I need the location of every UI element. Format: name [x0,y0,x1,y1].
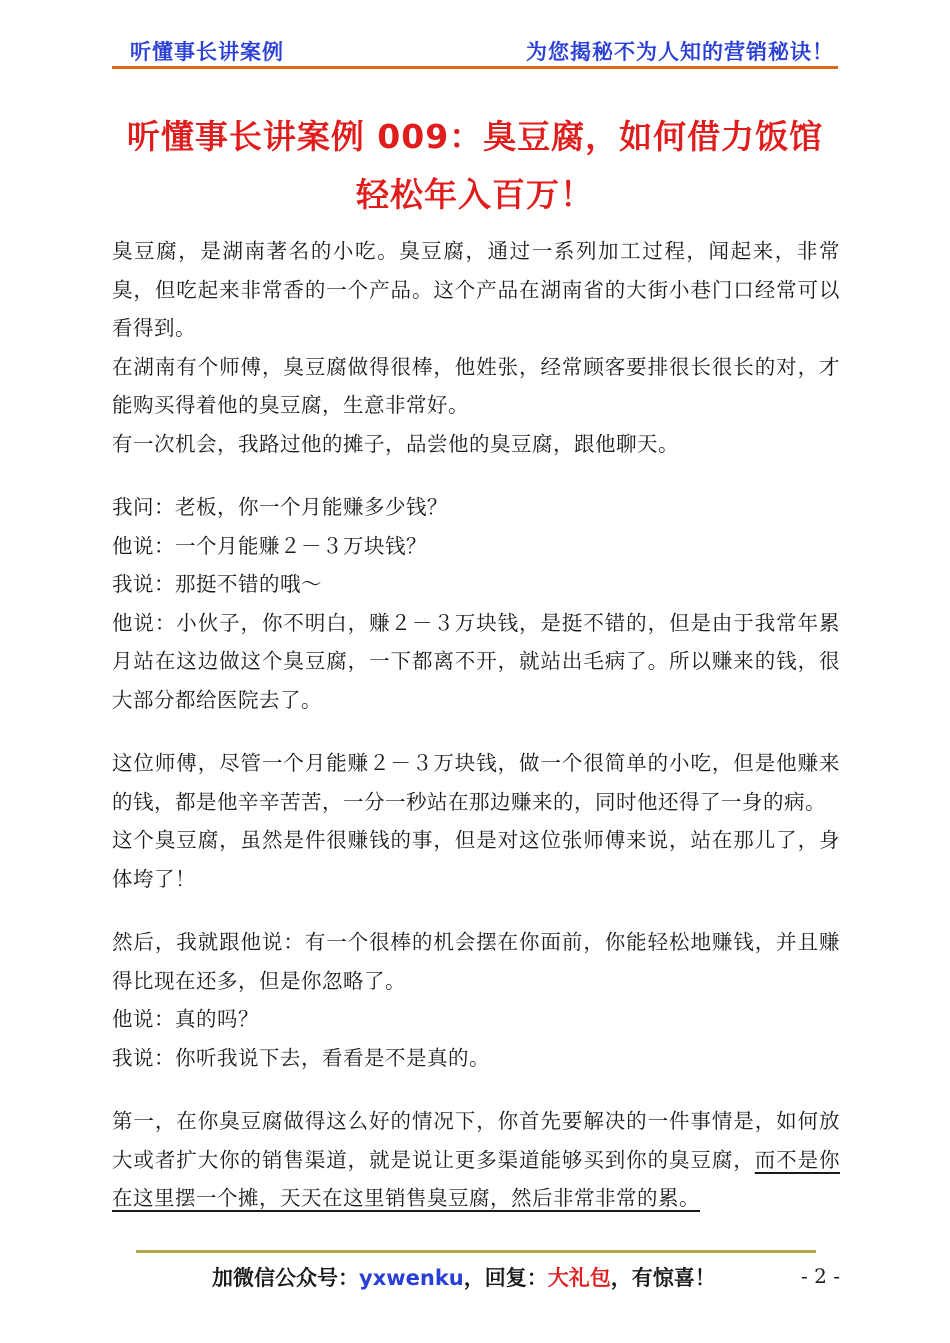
footer-promo [212,1262,716,1292]
paragraph-visit: 有一次机会，我路过他的摊子，品尝他的臭豆腐，跟他聊天。 [112,431,679,456]
page-number: - 2 - [801,1264,840,1288]
article-body [112,232,840,1218]
paragraph-gap [112,898,840,923]
paragraph-gap [112,463,840,488]
header-slogan: 为您揭秘不为人知的营销秘诀！ [526,40,834,64]
dialogue-opportunity: 然后，我就跟他说：有一个很棒的机会摆在你面前，你能轻松地赚钱，并且赚得比现在还多，但是你忽略了。 [112,930,840,993]
page-header [112,30,838,70]
article-title-line-2: 轻松年入百万！ [356,175,594,214]
dialogue-comment: 我说：那挺不错的哦～ [112,572,322,596]
dialogue-really: 他说：真的吗？ [112,1007,259,1031]
paragraph-master-zhang: 在湖南有个师傅，臭豆腐做得很棒，他姓张，经常顾客要排很长很长的对，才能购买得着他的臭豆腐，生意非常好。 [112,354,840,417]
header-divider [112,66,838,69]
header-series-title: 听懂事长讲案例 [130,40,284,64]
dialogue-answer-income: 他说：一个月能赚２－３万块钱？ [112,533,427,558]
first-point-last-line: 而不是你在这里摆一个摊，天天在这里销售臭豆腐，然后非常非常的累。 [112,1147,841,1210]
paragraph-analysis: 这位师傅，尽管一个月能赚２－３万块钱，做一个很简单的小吃，但是他赚来的钱，都是他辛辛苦苦，一分一秒站在那边赚来的，同时他还得了一身的病。 [112,751,840,814]
dialogue-listen: 我说：你听我说下去，看看是不是真的。 [112,1045,490,1070]
article-title [112,108,838,224]
paragraph-gap [112,719,840,744]
page-footer [112,1262,838,1296]
dialogue-health-problem: 他说：小伙子，你不明白，赚２－３万块钱，是挺不错的，但是由于我常年累月站在这边做这个臭豆腐，一下都离不开，就站出毛病了。所以赚来的钱，很大部分都给医院去了。 [112,610,840,712]
paragraph-conclusion: 这个臭豆腐，虽然是件很赚钱的事，但是对这位张师傅来说，站在那儿了，身体垮了！ [112,828,840,891]
article-title-line-1: 听懂事长讲案例 009：臭豆腐，如何借力饭馆 [126,117,824,156]
footer-mid: ，回复： [463,1266,548,1290]
paragraph-intro: 臭豆腐，是湖南著名的小吃。臭豆腐，通过一系列加工过程，闻起来，非常臭，但吃起来非常香的一个产品。这个产品在湖南省的大街小巷门口经常可以看得到。 [112,239,840,340]
paragraph-gap [112,1077,840,1102]
footer-keyword: 大礼包 [547,1266,611,1290]
footer-suffix: ，有惊喜！ [610,1266,716,1290]
first-point-text: 第一，在你臭豆腐做得这么好的情况下，你首先要解决的一件事情是，如何放大或者扩大你的销售渠道，就是说让更多渠道能够买到你的臭豆腐， [112,1109,840,1172]
paragraph-first-point [112,1102,840,1218]
footer-divider [136,1250,816,1253]
footer-prefix: 加微信公众号： [212,1266,359,1290]
footer-account-name: yxwenku [359,1266,464,1290]
dialogue-question-income: 我问：老板，你一个月能赚多少钱？ [112,495,448,519]
